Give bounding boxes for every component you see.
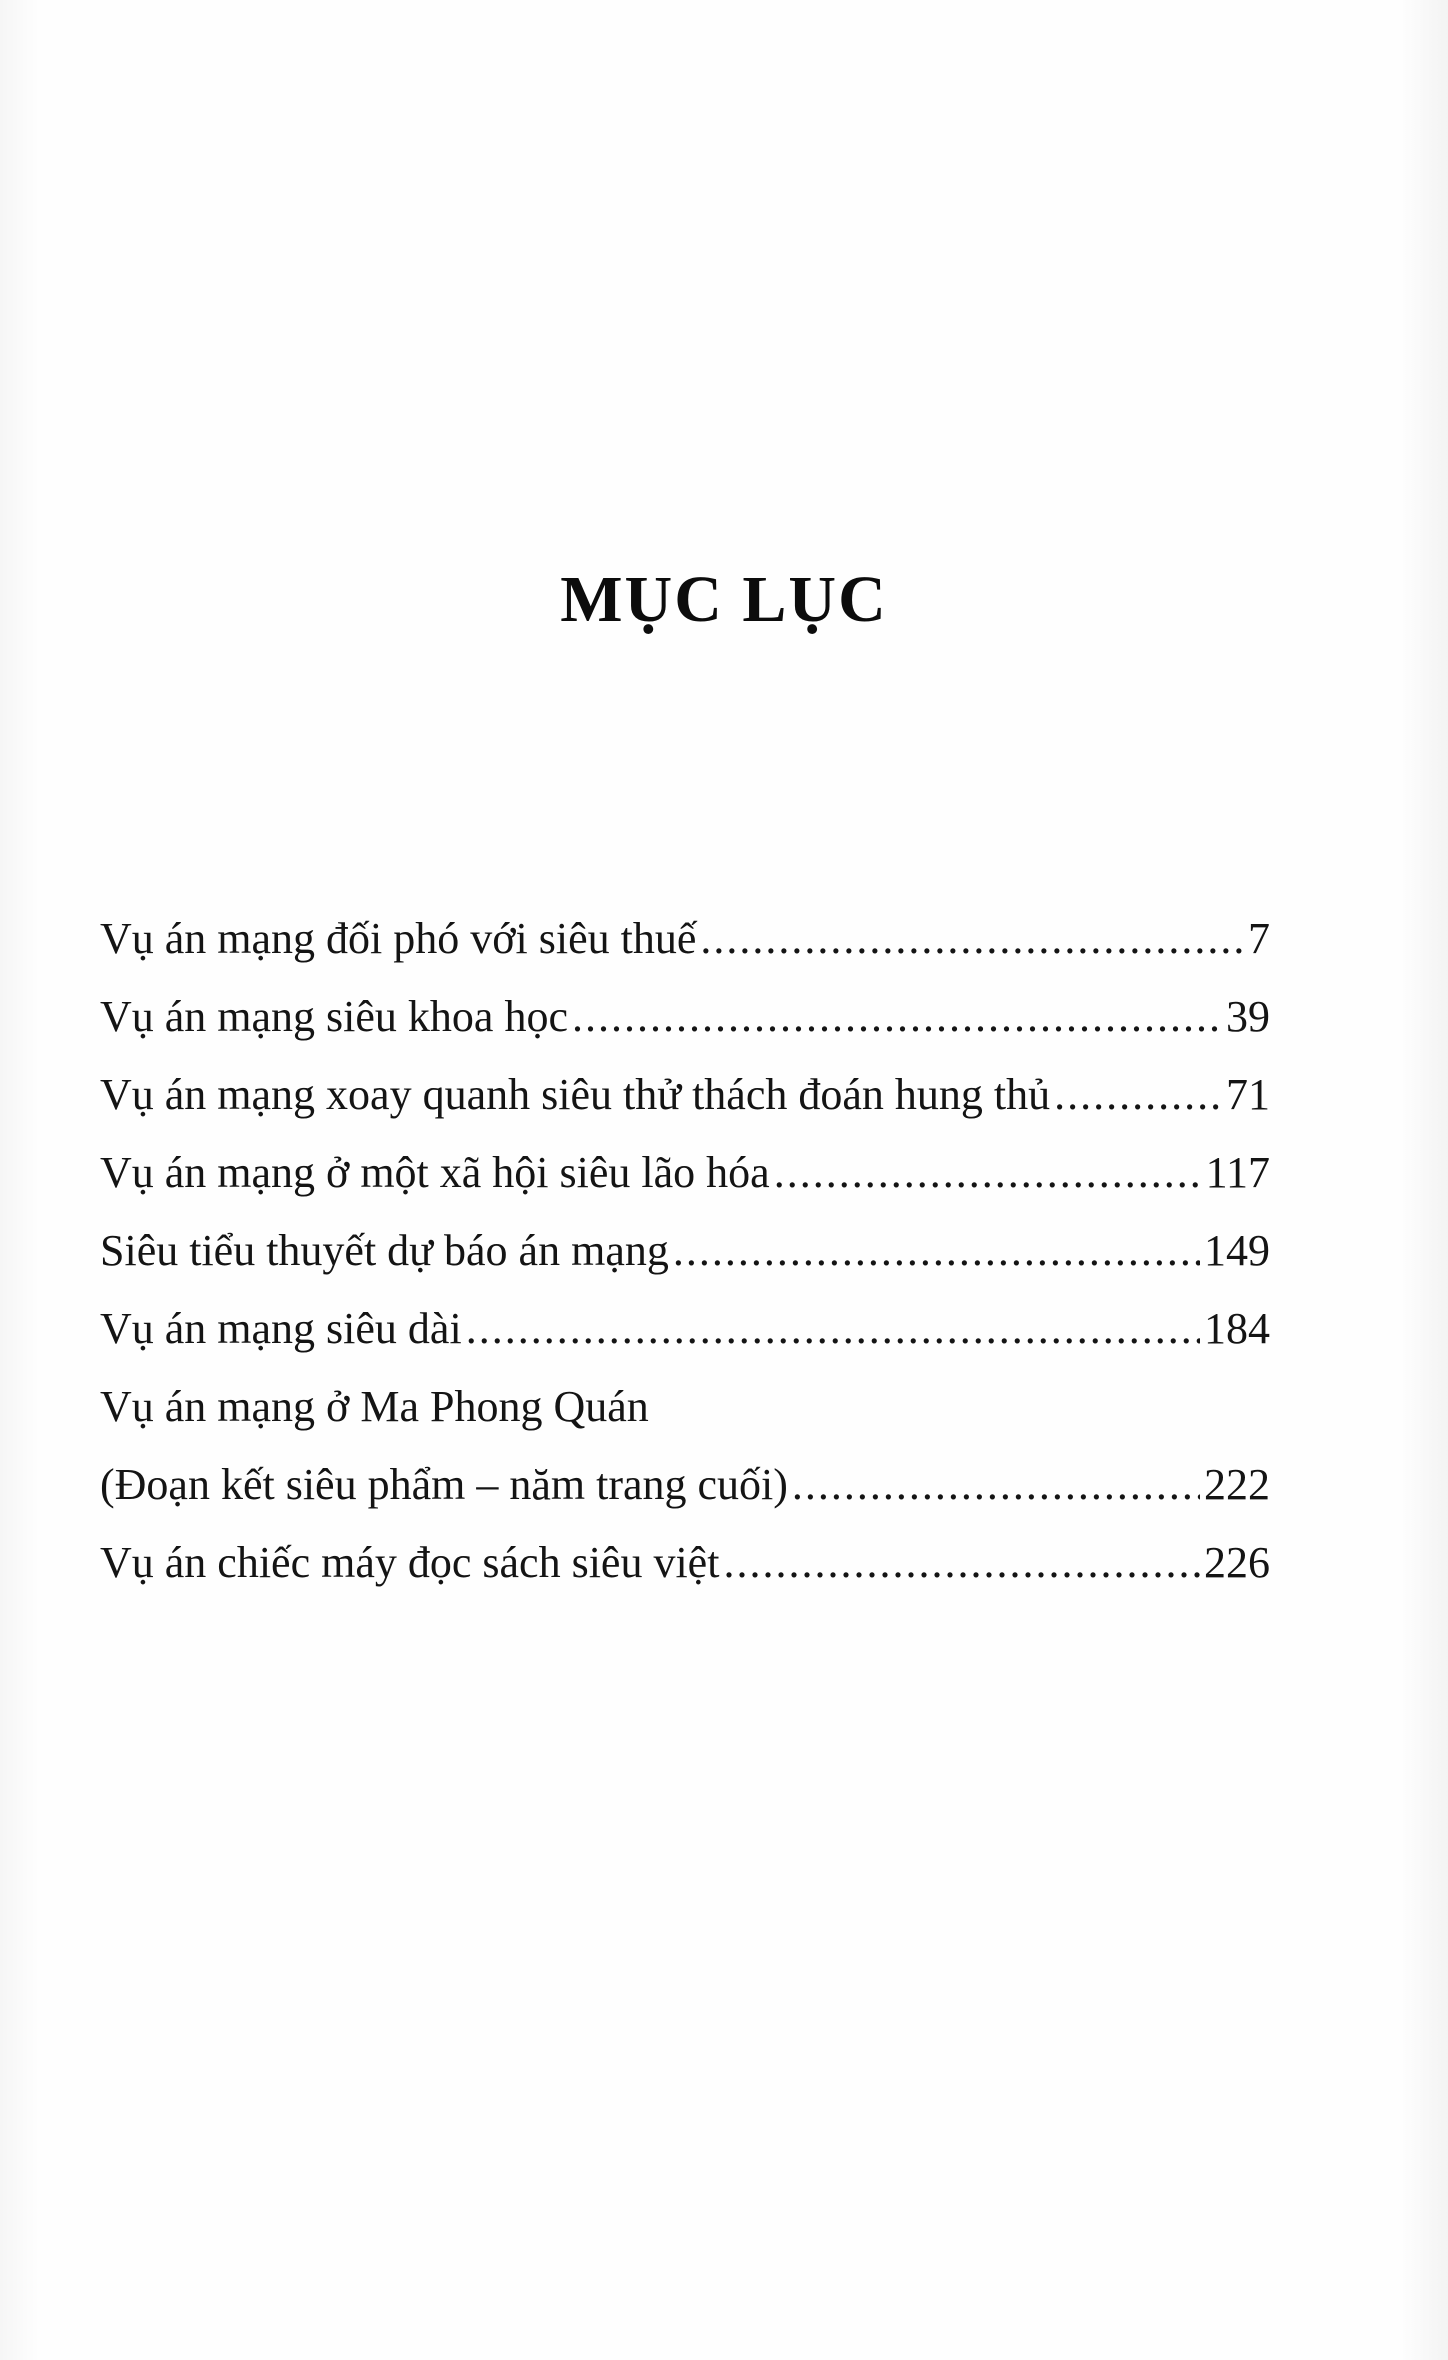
toc-dot-leader [1054,1056,1222,1134]
toc-entry [100,1524,1270,1602]
toc-entry-page: 149 [1204,1226,1270,1275]
toc-entry-page: 117 [1205,1148,1270,1197]
toc-dot-leader [466,1290,1200,1368]
toc-entry-title: Vụ án mạng siêu khoa học [100,992,568,1041]
table-of-contents [100,900,1270,1602]
toc-entry-page: 71 [1226,1070,1270,1119]
toc-entry-title: Vụ án mạng siêu dài [100,1304,462,1353]
toc-dot-leader [792,1446,1200,1524]
toc-entry [100,1290,1270,1368]
toc-entry [100,900,1270,978]
page-title: MỤC LỤC [560,563,888,636]
toc-entry [100,1212,1270,1290]
toc-entry-page: 222 [1204,1460,1270,1509]
toc-dot-leader [572,978,1222,1056]
toc-dot-leader [774,1134,1202,1212]
toc-entry-title: Siêu tiểu thuyết dự báo án mạng [100,1226,669,1275]
toc-entry-title: Vụ án mạng ở Ma Phong Quán [100,1382,649,1431]
toc-entry-page: 226 [1204,1538,1270,1587]
toc-dot-leader [700,900,1244,978]
toc-entry [100,978,1270,1056]
toc-entry [100,1056,1270,1134]
toc-entry-page: 7 [1248,914,1270,963]
toc-entry [100,1446,1270,1524]
toc-entry-page: 184 [1204,1304,1270,1353]
toc-entry-page: 39 [1226,992,1270,1041]
toc-entry-title: Vụ án chiếc máy đọc sách siêu việt [100,1538,720,1587]
toc-entry-title: Vụ án mạng đối phó với siêu thuế [100,914,697,963]
toc-entry [100,1134,1270,1212]
toc-dot-leader [723,1524,1200,1602]
toc-entry-title: Vụ án mạng xoay quanh siêu thử thách đoán hung thủ [100,1070,1051,1119]
toc-entry-title: (Đoạn kết siêu phẩm – năm trang cuối) [100,1460,788,1509]
toc-entry-title: Vụ án mạng ở một xã hội siêu lão hóa [100,1148,770,1197]
toc-dot-leader [673,1212,1200,1290]
toc-entry [100,1368,1270,1446]
